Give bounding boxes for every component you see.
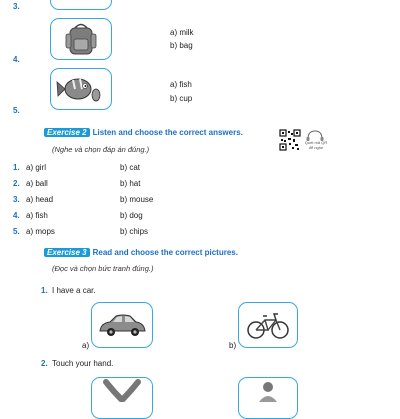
exercise-subtitle: (Đọc và chọn bức tranh đúng.): [52, 264, 154, 273]
option-a[interactable]: a) fish: [170, 80, 192, 89]
exercise-title: Listen and choose the correct answers.: [92, 128, 243, 137]
option-a[interactable]: a) girl: [26, 163, 47, 172]
picture-box-b[interactable]: [238, 377, 298, 419]
exercise-tag: Exercise 3: [44, 248, 90, 257]
exercise-3-heading: [44, 248, 238, 257]
option-b[interactable]: b) dog: [120, 211, 143, 220]
item-number: 3.: [13, 2, 20, 11]
option-a[interactable]: a) fish: [26, 211, 48, 220]
exercise-tag: Exercise 2: [44, 128, 90, 137]
person-icon: [239, 378, 297, 402]
row-number: 3.: [13, 195, 20, 204]
exercise-title: Read and choose the correct pictures.: [92, 248, 238, 257]
qr-note: Quét mã QR để nghe: [304, 140, 328, 150]
option-a[interactable]: a) milk: [170, 28, 194, 37]
headphones-icon: [305, 128, 325, 140]
option-b[interactable]: b) cat: [120, 163, 141, 172]
option-b[interactable]: b) chips: [120, 227, 149, 236]
question-number: 1.: [41, 286, 48, 295]
picture-box-a[interactable]: [91, 302, 153, 348]
exercise-subtitle: (Nghe và chọn đáp án đúng.): [52, 145, 150, 154]
picture-box-item-3: [50, 0, 112, 10]
row-number: 2.: [13, 179, 20, 188]
choice-label-a: a): [82, 341, 90, 350]
question-text: I have a car.: [52, 286, 96, 295]
backpack-icon: [51, 19, 111, 59]
option-b[interactable]: b) mouse: [120, 195, 154, 204]
item-number: 5.: [13, 106, 20, 115]
row-number: 4.: [13, 211, 20, 220]
picture-box-item-4: [50, 18, 112, 60]
hands-icon: [92, 378, 152, 402]
picture-box-a[interactable]: [91, 377, 153, 419]
option-b[interactable]: b) hat: [120, 179, 141, 188]
fish-icon: [51, 69, 111, 109]
exercise-2-heading: [44, 128, 243, 137]
car-icon: [92, 303, 152, 347]
row-number: 5.: [13, 227, 20, 236]
option-a[interactable]: a) ball: [26, 179, 48, 188]
option-a[interactable]: a) head: [26, 195, 54, 204]
option-a[interactable]: a) mops: [26, 227, 55, 236]
option-b[interactable]: b) bag: [170, 41, 193, 50]
bicycle-icon: [239, 303, 297, 347]
qr-code-icon: [279, 129, 301, 151]
item-number: 4.: [13, 55, 20, 64]
option-b[interactable]: b) cup: [170, 94, 193, 103]
choice-label-b: b): [229, 341, 237, 350]
question-text: Touch your hand.: [52, 359, 114, 368]
picture-box-b[interactable]: [238, 302, 298, 348]
picture-box-item-5: [50, 68, 112, 110]
question-number: 2.: [41, 359, 48, 368]
row-number: 1.: [13, 163, 20, 172]
